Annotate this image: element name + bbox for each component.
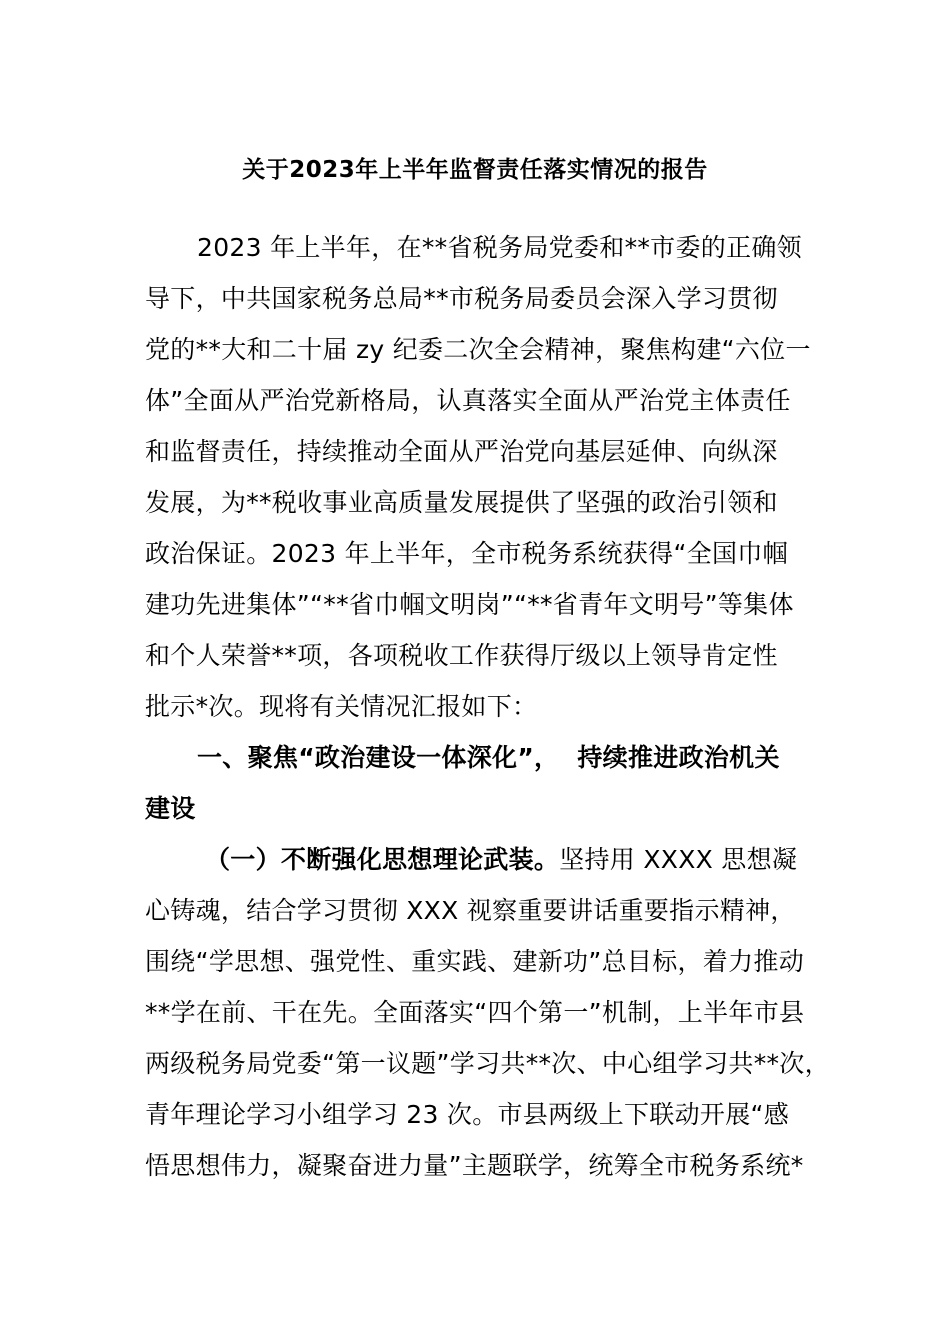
subsection-first-line [145,838,835,889]
intro-line: 建功先进集体”“**省巾帼文明岗”“**省青年文明号”等集体 [145,590,794,619]
subsection-line: 围绕“学思想、强党性、重实践、建新功”总目标，着力推动 [145,947,805,976]
intro-line: 发展，为**税收事业高质量发展提供了坚强的政治引领和 [145,488,778,517]
intro-line: 政治保证。2023 年上半年，全市税务系统获得“全国巾帼 [145,539,788,568]
intro-line: 党的**大和二十届 zy 纪委二次全会精神，聚焦构建“六位一 [145,335,811,364]
section-heading-continued: 建设 [145,794,196,823]
subsection-line: 悟思想伟力，凝聚奋进力量”主题联学，统筹全市税务系统* [145,1151,804,1180]
document-title: 关于2023年上半年监督责任落实情况的报告 [242,157,708,183]
intro-line: 2023 年上半年，在**省税务局党委和**市委的正确领 [197,233,802,262]
subsection-line: 两级税务局党委“第一议题”学习共**次、中心组学习共**次， [145,1049,830,1078]
subsection-line: **学在前、干在先。全面落实“四个第一”机制，上半年市县 [145,998,805,1027]
intro-line: 批示*次。现将有关情况汇报如下： [145,692,538,721]
document-body [145,226,835,1195]
intro-line: 和个人荣誉**项，各项税收工作获得厅级以上领导肯定性 [145,641,778,670]
section-heading: 一、聚焦“政治建设一体深化”， 持续推进政治机关 [197,743,780,772]
subsection-heading: （一）不断强化思想理论武装。 [205,845,560,874]
subsection-text: 坚持用 XXXX 思想凝 [559,845,798,874]
intro-line: 和监督责任，持续推动全面从严治党向基层延伸、向纵深 [145,437,778,466]
subsection-line: 青年理论学习小组学习 23 次。市县两级上下联动开展“感 [145,1100,790,1129]
subsection-line: 心铸魂，结合学习贯彻 XXX 视察重要讲话重要指示精神， [145,896,796,925]
intro-line: 体”全面从严治党新格局，认真落实全面从严治党主体责任 [145,386,791,415]
intro-line: 导下，中共国家税务总局**市税务局委员会深入学习贯彻 [145,284,778,313]
